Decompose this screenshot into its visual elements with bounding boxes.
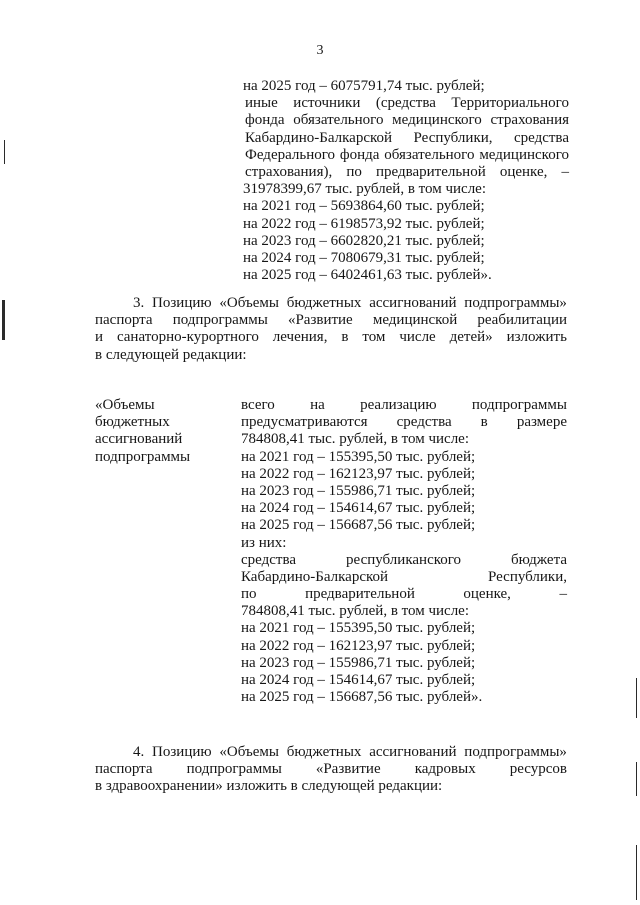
word: всего (241, 397, 275, 413)
text-line: в следующей редакции: (95, 346, 247, 363)
text-line: на 2025 год – 6402461,63 тыс. рублей». (243, 267, 492, 284)
word: лечения, (272, 329, 328, 346)
text-line: подпрограммы (95, 448, 191, 465)
word: обязательного (384, 146, 475, 163)
word: медицинского (392, 112, 482, 129)
text-line: на 2023 год – 155986,71 тыс. рублей; (241, 482, 476, 499)
justified-line (95, 761, 567, 778)
word: – (561, 163, 569, 180)
scan-mark (636, 678, 637, 718)
text-line: ассигнований (95, 431, 183, 448)
paragraph-3 (95, 295, 567, 364)
word: 3. (133, 295, 145, 311)
word: 4. (133, 744, 145, 760)
word: (средства (375, 95, 436, 112)
word: и (95, 329, 104, 346)
allocation-right-cell (241, 397, 567, 706)
word: Территориального (451, 95, 569, 112)
text-line: на 2023 год – 155986,71 тыс. рублей; (241, 654, 476, 671)
allocation-left-cell (95, 397, 235, 466)
word: подпрограммы (186, 761, 282, 778)
word: страхования (490, 112, 569, 129)
word: изложить (506, 329, 567, 346)
text-line: 31978399,67 тыс. рублей, в том числе: (243, 181, 487, 198)
text-line: на 2022 год – 162123,97 тыс. рублей; (241, 465, 476, 482)
word: паспорта (95, 312, 153, 329)
word: ассигнований (369, 744, 457, 760)
word: числе (399, 329, 436, 346)
word: Кабардино-Балкарской (241, 568, 389, 585)
word: бюджетных (286, 295, 362, 311)
justified-line (95, 329, 567, 346)
word: на (310, 397, 325, 413)
page-number: 3 (316, 43, 324, 58)
word: бюджетных (286, 744, 362, 760)
text-line: на 2021 год – 155395,50 тыс. рублей; (241, 448, 476, 465)
scan-mark (2, 300, 5, 340)
word: подпрограммы» (464, 295, 567, 311)
funding-sources-block (243, 78, 569, 284)
word: по (241, 586, 257, 603)
justified-line (241, 569, 567, 586)
word: страхования), (245, 163, 333, 180)
text-line: на 2023 год – 6602820,21 тыс. рублей; (243, 232, 485, 249)
word: размере (516, 414, 567, 431)
word: средства (241, 551, 297, 568)
word: подпрограммы (172, 312, 268, 329)
word: в (341, 329, 349, 346)
word: ресурсов (509, 761, 567, 778)
text-line: на 2024 год – 7080679,31 тыс. рублей; (243, 249, 485, 266)
word: подпрограммы» (464, 744, 567, 760)
word: медицинской (372, 312, 458, 329)
justified-line (245, 95, 569, 112)
word: республиканского (346, 551, 462, 568)
word: кадровых (414, 761, 476, 778)
text-line: на 2021 год – 155395,50 тыс. рублей; (241, 620, 476, 637)
word: «Развитие (315, 761, 381, 778)
word: санаторно-курортного (116, 329, 259, 346)
word: медицинского (479, 146, 569, 163)
text-line: на 2022 год – 162123,97 тыс. рублей; (241, 637, 476, 654)
word: том (362, 329, 386, 346)
justified-line (245, 164, 569, 181)
justified-line (241, 414, 567, 431)
justified-line (245, 130, 569, 147)
word: иные (245, 95, 278, 112)
word: реализацию (360, 397, 437, 413)
word: источники (293, 95, 361, 112)
text-line: на 2024 год – 154614,67 тыс. рублей; (241, 500, 476, 517)
justified-line (245, 112, 569, 129)
text-line: на 2022 год – 6198573,92 тыс. рублей; (243, 215, 485, 232)
scan-mark (636, 845, 637, 900)
word: по (346, 163, 362, 180)
text-line: на 2025 год – 156687,56 тыс. рублей». (241, 689, 483, 706)
scan-mark (4, 140, 5, 164)
word: паспорта (95, 761, 153, 778)
word: детей» (449, 329, 493, 346)
word: предварительной (375, 163, 486, 180)
paragraph-4 (95, 744, 567, 796)
justified-line (241, 586, 567, 603)
justified-line (241, 397, 567, 414)
word: предусматриваются (241, 414, 368, 431)
word: в (480, 414, 488, 431)
text-line: из них: (241, 534, 287, 551)
text-line: на 2021 год – 5693864,60 тыс. рублей; (243, 198, 485, 215)
word: «Развитие (287, 312, 353, 329)
text-line: на 2025 год – 6075791,74 тыс. рублей; (243, 78, 485, 94)
word: средства (396, 414, 452, 431)
word: Позицию (152, 295, 212, 311)
text-line: 784808,41 тыс. рублей, в том числе: (241, 431, 470, 448)
word: предварительной (305, 586, 415, 603)
text-line: 784808,41 тыс. рублей, в том числе: (241, 603, 470, 620)
word: оценке, (499, 163, 548, 180)
scan-mark (636, 762, 637, 796)
text-line: «Объемы (95, 397, 155, 413)
text-line: на 2024 год – 154614,67 тыс. рублей; (241, 672, 476, 688)
justified-line (245, 147, 569, 164)
word: «Объемы (219, 744, 279, 760)
word: фонда (245, 112, 285, 129)
justified-line (95, 295, 567, 312)
word: бюджета (511, 551, 567, 568)
word: Кабардино-Балкарской (245, 129, 393, 146)
text-line: бюджетных (95, 414, 170, 431)
word: ассигнований (369, 295, 457, 311)
word: обязательного (293, 112, 384, 129)
word: средства (513, 129, 569, 146)
justified-line (95, 312, 567, 329)
text-line: на 2025 год – 156687,56 тыс. рублей; (241, 517, 476, 534)
word: фонда (339, 146, 380, 163)
word: подпрограммы (471, 397, 567, 413)
text-line: в здравоохранении» изложить в следующей редакции: (95, 778, 443, 795)
word: оценке, (463, 586, 511, 603)
justified-line (133, 744, 567, 761)
word: Республики, (413, 129, 493, 146)
word: Позицию (152, 744, 212, 760)
word: – (559, 586, 567, 603)
word: реабилитации (477, 312, 567, 329)
word: Федерального (245, 146, 336, 163)
justified-line (241, 552, 567, 569)
word: Республики, (488, 568, 567, 585)
word: «Объемы (219, 295, 279, 311)
